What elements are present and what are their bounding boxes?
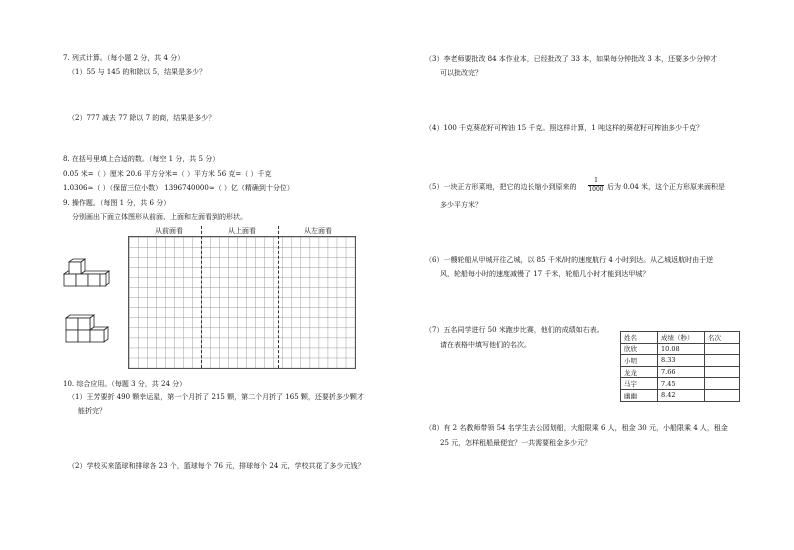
cell-score: 8.42 xyxy=(658,389,705,401)
view-top-label: 从上面看 xyxy=(228,227,256,235)
problem-5-line-1a: （5）一块正方形菜地，把它的边长缩小到原来的 xyxy=(425,183,577,191)
table-header-row xyxy=(621,332,740,344)
cell-name: 马宇 xyxy=(621,378,658,390)
problem-8-line-2: 25 元，怎样租船最便宜？一共需要租金多少元？ xyxy=(440,439,592,447)
drawing-grid[interactable] xyxy=(128,236,356,369)
table-row xyxy=(621,366,740,378)
problem-4: （4）100 千克葵花籽可榨油 15 千克。照这样计算，1 吨这样的葵花籽可榨油多少千克？ xyxy=(425,124,704,132)
results-table xyxy=(620,331,740,402)
problem-6-line-2: 风，轮船每小时的速度减慢了 17 千米，轮船几小时才能到达甲城？ xyxy=(440,270,650,278)
q10-problem-2: （2）学校买来篮球和排球各 23 个，篮球每个 76 元，排球每个 24 元，学校共花了多少元钱？ xyxy=(68,462,365,470)
cell-rank[interactable] xyxy=(705,355,740,367)
problem-3-line-2: 可以批改完？ xyxy=(440,69,482,77)
q9-heading: 9. 操作题。（每图 1 分，共 6 分） xyxy=(63,199,171,207)
problem-7-line-2: 请在表格中填写他们的名次。 xyxy=(440,341,531,349)
cell-name: 龙龙 xyxy=(621,366,658,378)
view-left-label: 从左面看 xyxy=(304,227,332,235)
cell-name: 欣欣 xyxy=(621,343,658,355)
q9-instruction: 分别画出下面立体图形从前面、上面和左面看到的形状。 xyxy=(72,213,247,221)
q8-row-1: 0.05 米=（ ）厘米 20.6 平方分米=（ ）平方米 56 克=（ ）千克 xyxy=(63,170,272,178)
q7-heading: 7. 列式计算。（每小题 2 分，共 4 分） xyxy=(63,54,185,62)
cell-score: 7.66 xyxy=(658,366,705,378)
cell-name: 幽幽 xyxy=(621,389,658,401)
q7-problem-1: （1）55 与 145 的和除以 5，结果是多少？ xyxy=(68,68,207,76)
header-score: 成绩（秒） xyxy=(658,332,705,344)
header-rank: 名次 xyxy=(705,332,740,344)
problem-7-line-1: （7）五名同学进行 50 米跑步比赛，他们的成绩如右表。 xyxy=(425,326,604,334)
cell-rank[interactable] xyxy=(705,343,740,355)
cell-rank[interactable] xyxy=(705,378,740,390)
fraction-one-thousandth xyxy=(588,178,604,193)
grid-divider xyxy=(278,226,279,368)
table-row xyxy=(621,389,740,401)
problem-3-line-1: （3）李老师要批改 84 本作业本，已经批改了 33 本，如果每分钟批改 3 本，还要多少分钟才 xyxy=(425,55,718,63)
cube-figure-1 xyxy=(60,258,112,296)
cell-score: 8.33 xyxy=(658,355,705,367)
problem-5-line-1b: 后为 0.04 米，这个正方形原来面积是 xyxy=(607,183,726,191)
cell-score: 10.08 xyxy=(658,343,705,355)
cell-score: 7.45 xyxy=(658,378,705,390)
header-name: 姓名 xyxy=(621,332,658,344)
cell-name: 小明 xyxy=(621,355,658,367)
table-row xyxy=(621,355,740,367)
table-row xyxy=(621,378,740,390)
q10-heading: 10. 综合应用。（每题 3 分，共 24 分） xyxy=(63,380,187,388)
problem-8-line-1: （8）有 2 名教师带领 54 名学生去公园划船，大船限乘 6 人，租金 30 元，小船限乘 4 人，租金 xyxy=(425,424,728,432)
cell-rank[interactable] xyxy=(705,366,740,378)
cube-figure-2 xyxy=(60,314,112,354)
q10-problem-1-line-1: （1）王芳要折 490 颗幸运星，第一个月折了 215 颗，第二个月折了 165 颗，还要折多少颗才 xyxy=(68,393,364,401)
table-row xyxy=(621,343,740,355)
grid-divider xyxy=(201,226,202,368)
problem-6-line-1: （6）一艘轮船从甲城开往乙城，以 85 千米/时的速度航行 4 小时到达。从乙城返航时由于逆 xyxy=(425,256,714,264)
q8-heading: 8. 在括号里填上合适的数。（每空 1 分，共 5 分） xyxy=(63,155,220,163)
q8-row-2: 1.0306≈（ ）（保留三位小数） 1396740000≈（ ）亿（精确到十分位） xyxy=(63,184,294,192)
fraction-numerator: 1 xyxy=(594,177,598,184)
cell-rank[interactable] xyxy=(705,389,740,401)
view-front-label: 从前面看 xyxy=(155,227,183,235)
q10-problem-1-line-2: 能折完？ xyxy=(78,407,106,415)
problem-5-line-2: 多少平方米？ xyxy=(440,201,482,209)
q7-problem-2: （2）777 减去 77 除以 7 的商，结果是多少？ xyxy=(68,114,216,122)
fraction-denominator: 1000 xyxy=(588,186,604,193)
